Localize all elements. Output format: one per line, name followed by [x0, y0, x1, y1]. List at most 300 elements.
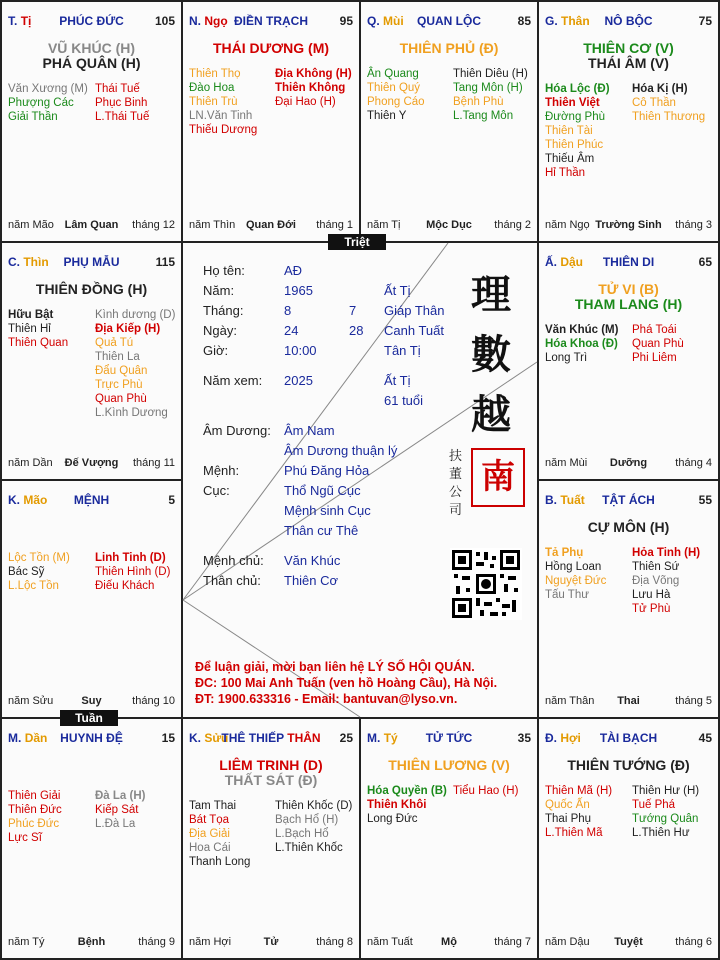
palace-footer	[8, 695, 175, 709]
minor-star: Thiên Hỉ	[8, 323, 51, 335]
minor-stars-right	[632, 546, 700, 616]
minor-star: Thiên Mã (H)	[545, 785, 613, 797]
value-am-duong: Âm Nam	[284, 423, 335, 438]
palace-chi: Thìn	[23, 255, 49, 269]
minor-star: Địa Không (H)	[275, 68, 352, 80]
palace-header	[189, 731, 353, 747]
trang-sinh-stage: Lâm Quan	[64, 219, 119, 231]
luu-nien-year: năm Tuất	[367, 936, 413, 948]
minor-star: Thiên Thọ	[189, 68, 241, 80]
palace-footer	[545, 936, 712, 950]
minor-star: Đào Hoa	[189, 82, 235, 94]
palace-name	[545, 14, 712, 28]
palace-chi: Dần	[24, 731, 48, 745]
main-star: VŨ KHÚC (H)	[47, 40, 136, 56]
palace-name-text: NÔ BỘC	[604, 14, 653, 28]
luu-nien-year: năm Ngọ	[545, 219, 590, 231]
minor-stars-right	[95, 789, 145, 831]
palace-name	[8, 493, 175, 507]
palace-dai-han-age: 55	[698, 493, 712, 507]
main-star: PHÁ QUÂN (H)	[42, 55, 141, 71]
minor-star: Lộc Tồn (M)	[8, 552, 70, 564]
trang-sinh-stage: Thai	[617, 695, 640, 707]
minor-star: Thiên Quan	[8, 337, 69, 349]
seal-stamp	[471, 448, 525, 507]
palace-chi: Mão	[23, 493, 48, 507]
minor-stars-left	[545, 546, 606, 602]
minor-star: Thiên Giải	[8, 790, 61, 802]
palace-can: Đ.	[545, 731, 557, 745]
minor-star: Kiếp Sát	[95, 804, 139, 816]
qr-code[interactable]	[450, 548, 522, 620]
minor-star: L.Đà La	[95, 818, 136, 830]
minor-star: Thanh Long	[189, 856, 251, 868]
value-cuc: Thổ Ngũ Cục	[284, 483, 361, 498]
trang-sinh-stage: Trường Sinh	[595, 219, 662, 231]
triet-badge: Triệt	[328, 234, 386, 250]
luu-nguyet-month: tháng 6	[675, 936, 712, 948]
value-gio: 10:00	[284, 343, 317, 358]
trang-sinh-stage: Quan Đới	[246, 219, 296, 231]
palace-header	[367, 731, 531, 747]
than-marker: THÂN	[287, 731, 321, 745]
palace-dai-han-age: 105	[154, 14, 175, 28]
minor-star: Long Trì	[545, 352, 588, 364]
palace-footer	[189, 936, 353, 950]
minor-star: L.Thiên Mã	[545, 827, 603, 839]
label-cuc: Cục:	[203, 483, 230, 498]
palace-chi: Dậu	[560, 255, 584, 269]
palace-huynh-de[interactable]	[2, 719, 181, 958]
palace-quan-loc[interactable]	[361, 2, 537, 241]
palace-name-text: PHỤ MẪU	[63, 255, 120, 269]
value-gio-can-chi: Tân Tị	[384, 343, 421, 358]
palace-can: Ấ.	[545, 255, 557, 269]
palace-name	[545, 731, 712, 745]
minor-star: Bác Sỹ	[8, 566, 45, 578]
contact-address: ĐC: 100 Mai Anh Tuấn (ven hồ Hoàng Cầu), Hà Nội.	[195, 676, 498, 690]
palace-footer	[8, 936, 175, 950]
palace-footer	[367, 219, 531, 233]
seal-small-char: 司	[449, 503, 463, 518]
minor-star: Phượng Các	[8, 97, 74, 109]
luu-nguyet-month: tháng 1	[316, 219, 353, 231]
minor-stars-right	[275, 67, 352, 109]
minor-star: Hóa Khoa (Đ)	[545, 338, 618, 350]
seal-char: 南	[481, 457, 515, 497]
palace-header	[8, 731, 175, 747]
value-thang-duong: 8	[284, 303, 292, 318]
main-star: THÁI DƯƠNG (M)	[212, 40, 330, 56]
label-than-chu: Thân chủ:	[203, 573, 261, 588]
minor-stars-left	[8, 82, 88, 124]
minor-star: Linh Tinh (D)	[95, 552, 166, 564]
minor-star: Bạch Hổ (H)	[275, 814, 339, 826]
palace-chi: Sửu	[204, 731, 229, 745]
minor-star: Thái Tuế	[95, 83, 140, 95]
minor-star: Văn Khúc (M)	[545, 324, 619, 336]
minor-stars-right	[632, 784, 699, 840]
minor-star: Địa Võng	[632, 575, 680, 587]
luu-nguyet-month: tháng 5	[675, 695, 712, 707]
value-ngay-can-chi: Canh Tuất	[384, 323, 444, 338]
minor-star: Tiểu Hao (H)	[453, 785, 519, 797]
palace-can: G.	[545, 14, 558, 28]
minor-stars-right	[632, 323, 684, 365]
minor-star: Tuế Phá	[632, 799, 676, 811]
palace-can: C.	[8, 255, 20, 269]
palace-header	[367, 14, 531, 30]
value-thang-am: 7	[349, 303, 357, 318]
minor-star: Thiên Trù	[189, 96, 238, 108]
palace-header	[545, 493, 712, 509]
luu-nien-year: năm Tý	[8, 936, 45, 948]
palace-footer	[367, 936, 531, 950]
minor-star: Hóa Kị (H)	[632, 83, 688, 95]
minor-star: Lưu Hà	[632, 589, 671, 601]
contact-line-1: Để luận giải, mời bạn liên hệ LÝ SỐ HỘI QUÁN.	[195, 660, 475, 674]
palace-dai-han-age: 5	[168, 493, 175, 507]
minor-star: Thiên Phúc	[545, 139, 604, 151]
minor-star: Địa Kiếp (H)	[95, 323, 161, 335]
label-nam-xem: Năm xem:	[203, 373, 263, 388]
minor-star: Tấu Thư	[545, 589, 589, 601]
value-nam-xem-can-chi: Ất Tị	[384, 373, 411, 388]
minor-stars-left	[367, 67, 425, 123]
minor-star: Long Đức	[367, 813, 418, 825]
minor-star: Thiếu Âm	[545, 153, 595, 165]
minor-star: L.Lộc Tồn	[8, 580, 59, 592]
minor-star: Thiên Thương	[632, 111, 706, 123]
trang-sinh-stage: Tử	[263, 936, 279, 948]
label-ngay: Ngày:	[203, 323, 237, 338]
luu-nguyet-month: tháng 8	[316, 936, 353, 948]
palace-name-text: THÊ THIẾP	[221, 731, 284, 745]
minor-star: Phúc Đức	[8, 818, 60, 830]
palace-can: M.	[8, 731, 22, 745]
minor-star: Thiên Hư (H)	[632, 785, 700, 797]
palace-header	[8, 255, 175, 271]
palace-name-text: MỆNH	[73, 493, 110, 507]
palace-the-thiep[interactable]	[183, 719, 359, 958]
luu-nguyet-month: tháng 4	[675, 457, 712, 469]
luu-nguyet-month: tháng 9	[138, 936, 175, 948]
palace-header	[545, 255, 712, 271]
minor-star: Đại Hao (H)	[275, 96, 336, 108]
minor-stars-left	[189, 799, 250, 869]
palace-name-text: QUAN LỘC	[417, 14, 481, 28]
palace-chi: Thân	[561, 14, 590, 28]
trang-sinh-stage: Mộ	[441, 936, 457, 948]
main-star: TỬ VI (B)	[598, 281, 659, 297]
palace-chi: Ngọ	[204, 14, 228, 28]
minor-stars-left	[8, 308, 68, 350]
value-am-duong-ly: Âm Dương thuận lý	[284, 443, 398, 458]
calligraphy-char: 越	[471, 391, 511, 438]
label-am-duong: Âm Dương:	[203, 423, 271, 438]
minor-star: Thiên Sứ	[632, 561, 680, 573]
palace-tai-bach[interactable]	[539, 719, 718, 958]
palace-name-text: HUYNH ĐỆ	[60, 731, 123, 745]
luu-nien-year: năm Tị	[367, 219, 401, 231]
palace-name	[545, 493, 712, 507]
minor-star: Hoa Cái	[189, 842, 231, 854]
luu-nien-year: năm Thân	[545, 695, 595, 707]
palace-name	[545, 255, 712, 269]
minor-star: Kình dương (D)	[95, 309, 176, 321]
minor-stars-right	[632, 82, 705, 124]
calligraphy-char: 理	[471, 271, 511, 318]
minor-star: Quan Phù	[632, 338, 684, 350]
value-menh-chu: Văn Khúc	[284, 553, 341, 568]
label-menh: Mệnh:	[203, 463, 240, 478]
palace-name-text: TÀI BẠCH	[599, 731, 658, 745]
palace-can: B.	[545, 493, 557, 507]
label-gio: Giờ:	[203, 343, 229, 358]
label-menh-chu: Mệnh chủ:	[203, 553, 264, 568]
minor-star: Quả Tú	[95, 337, 134, 349]
palace-footer	[189, 219, 353, 233]
palace-name	[8, 14, 175, 28]
luu-nien-year: năm Thìn	[189, 219, 236, 231]
luu-nguyet-month: tháng 12	[132, 219, 175, 231]
palace-dai-han-age: 95	[339, 14, 353, 28]
value-ho-ten: AĐ	[284, 263, 303, 278]
luu-nguyet-month: tháng 11	[132, 457, 175, 469]
minor-star: Bát Tọa	[189, 814, 230, 826]
value-menh: Phú Đăng Hỏa	[284, 463, 370, 478]
minor-star: Cô Thần	[632, 97, 676, 109]
minor-star: Phục Binh	[95, 97, 148, 109]
minor-star: Tang Môn (H)	[453, 82, 523, 94]
value-than-cu: Thân cư Thê	[284, 523, 359, 538]
minor-star: L.Thiên Khốc	[275, 842, 343, 854]
palace-phu-mau[interactable]	[2, 243, 181, 479]
minor-star: Hỉ Thần	[545, 167, 586, 179]
palace-name	[8, 255, 175, 269]
palace-can: K.	[189, 731, 201, 745]
palace-tu-tuc[interactable]	[361, 719, 537, 958]
minor-star: Đà La (H)	[95, 790, 146, 802]
main-star: THAM LANG (H)	[574, 296, 683, 312]
minor-stars-right	[453, 784, 518, 798]
main-star: THẤT SÁT (Đ)	[224, 772, 318, 788]
value-cuc-relation: Mệnh sinh Cục	[284, 503, 371, 518]
trang-sinh-stage: Đế Vượng	[64, 457, 119, 469]
minor-star: Thiên Không	[275, 82, 346, 94]
minor-star: Bệnh Phù	[453, 96, 504, 108]
palace-can: N.	[189, 14, 201, 28]
palace-dai-han-age: 15	[161, 731, 175, 745]
palace-phuc-duc[interactable]	[2, 2, 181, 241]
palace-header	[545, 731, 712, 747]
luu-nien-year: năm Dần	[8, 457, 53, 469]
center-info-panel	[183, 243, 537, 717]
luu-nien-year: năm Dậu	[545, 936, 590, 948]
palace-menh[interactable]	[2, 481, 181, 717]
palace-dai-han-age: 65	[698, 255, 712, 269]
value-than-chu: Thiên Cơ	[284, 573, 339, 588]
minor-star: Thiên Hình (D)	[95, 566, 171, 578]
minor-stars-left	[8, 789, 62, 845]
minor-stars-left	[545, 323, 618, 365]
palace-dai-han-age: 25	[339, 731, 353, 745]
minor-stars-left	[367, 784, 447, 826]
palace-header	[189, 14, 353, 30]
minor-stars-right	[275, 799, 352, 855]
minor-star: Thiên Khôi	[367, 799, 427, 811]
minor-star: Thiếu Dương	[189, 124, 258, 136]
seal-small-text	[449, 448, 463, 520]
minor-star: Đường Phù	[545, 111, 605, 123]
seal-small-char: 公	[449, 485, 463, 500]
value-ngay-am: 28	[349, 323, 364, 338]
value-ngay-duong: 24	[284, 323, 299, 338]
minor-star: Ân Quang	[367, 68, 419, 80]
minor-star: Thiên Tài	[545, 125, 593, 137]
minor-star: Quốc Ấn	[545, 799, 590, 811]
palace-chi: Hợi	[560, 731, 581, 745]
minor-star: Tả Phụ	[545, 547, 584, 559]
minor-star: Trực Phù	[95, 379, 143, 391]
label-nam: Năm:	[203, 283, 235, 298]
minor-star: Văn Xương (M)	[8, 83, 88, 95]
minor-star: Quan Phù	[95, 393, 147, 405]
calligraphy-char: 數	[471, 331, 511, 378]
palace-name-text: THIÊN DI	[602, 255, 655, 269]
palace-thien-di[interactable]	[539, 243, 718, 479]
palace-dai-han-age: 35	[517, 731, 531, 745]
main-star: THÁI ÂM (V)	[588, 55, 669, 71]
palace-footer	[8, 457, 175, 471]
contact-phone-email[interactable]: ĐT: 1900.633316 - Email: bantuvan@lyso.vn.	[195, 692, 458, 706]
main-star: THIÊN PHỦ (Đ)	[399, 40, 499, 56]
palace-name	[367, 14, 531, 28]
luu-nien-year: năm Hợi	[189, 936, 232, 948]
minor-stars-left	[8, 551, 70, 593]
value-tuoi: 61 tuổi	[384, 393, 424, 408]
minor-star: Đẩu Quân	[95, 365, 148, 377]
minor-star: Giải Thần	[8, 111, 58, 123]
palace-footer	[8, 219, 175, 233]
luu-nien-year: năm Mùi	[545, 457, 588, 469]
palace-no-boc[interactable]	[539, 2, 718, 241]
minor-star: Phi Liêm	[632, 352, 677, 364]
minor-star: Địa Giải	[189, 828, 230, 840]
palace-dai-han-age: 115	[155, 255, 175, 269]
minor-star: Điếu Khách	[95, 580, 155, 592]
palace-header	[545, 14, 712, 30]
main-star: CỰ MÔN (H)	[587, 519, 670, 535]
trang-sinh-stage: Suy	[81, 695, 102, 707]
minor-star: Lực Sĩ	[8, 832, 42, 844]
palace-chi: Mùi	[383, 14, 404, 28]
minor-star: L.Kình Dương	[95, 407, 168, 419]
palace-dai-han-age: 45	[698, 731, 712, 745]
palace-name	[8, 731, 175, 745]
minor-star: Hóa Lộc (Đ)	[545, 83, 610, 95]
palace-dai-han-age: 85	[517, 14, 531, 28]
palace-chi: Tị	[20, 14, 32, 28]
palace-can: M.	[367, 731, 381, 745]
palace-footer	[545, 457, 712, 471]
minor-star: Hữu Bật	[8, 309, 54, 321]
minor-star: Thai Phụ	[545, 813, 592, 825]
minor-star: Thiên Quý	[367, 82, 421, 94]
minor-star: Phong Cáo	[367, 96, 425, 108]
trang-sinh-stage: Tuyệt	[614, 936, 643, 948]
minor-star: Thiên Khốc (D)	[275, 800, 353, 812]
minor-star: Thiên Việt	[545, 97, 600, 109]
minor-star: Nguyệt Đức	[545, 575, 607, 587]
tuan-badge: Tuần	[60, 710, 118, 726]
palace-can: K.	[8, 493, 20, 507]
luu-nguyet-month: tháng 7	[494, 936, 531, 948]
palace-chi: Tý	[383, 731, 398, 745]
main-star: THIÊN ĐỒNG (H)	[35, 281, 148, 297]
palace-footer	[545, 219, 712, 233]
palace-chi: Tuất	[560, 493, 585, 507]
luu-nien-year: năm Mão	[8, 219, 54, 231]
minor-star: Tướng Quân	[632, 813, 699, 825]
minor-star: Thiên Diêu (H)	[453, 68, 528, 80]
palace-tat-ach[interactable]	[539, 481, 718, 717]
palace-can: Q.	[367, 14, 380, 28]
minor-star: Tử Phù	[632, 603, 671, 615]
luu-nien-year: năm Sửu	[8, 695, 54, 707]
minor-star: L.Bạch Hổ	[275, 828, 329, 840]
label-thang: Tháng:	[203, 303, 244, 318]
label-ho-ten: Họ tên:	[203, 263, 245, 278]
palace-name	[189, 731, 353, 745]
minor-stars-right	[95, 308, 175, 420]
palace-dai-han-age: 75	[698, 14, 712, 28]
main-star: THIÊN CƠ (V)	[583, 40, 674, 56]
palace-name-text: TỬ TỨC	[425, 731, 473, 745]
value-nam: 1965	[284, 283, 313, 298]
value-nam-xem: 2025	[284, 373, 313, 388]
main-star: LIÊM TRINH (D)	[219, 757, 323, 773]
palace-can: T.	[8, 14, 18, 28]
minor-stars-right	[95, 82, 149, 124]
palace-dien-trach[interactable]	[183, 2, 359, 241]
minor-stars-left	[545, 784, 612, 840]
trang-sinh-stage: Dưỡng	[609, 457, 648, 469]
palace-header	[8, 14, 175, 30]
main-star: THIÊN TƯỚNG (Đ)	[567, 757, 690, 773]
palace-header	[8, 493, 175, 509]
luu-nguyet-month: tháng 10	[132, 695, 175, 707]
trang-sinh-stage: Mộc Dục	[426, 219, 472, 231]
value-thang-can-chi: Giáp Thân	[384, 303, 445, 318]
palace-name-text: ĐIỀN TRẠCH	[234, 14, 308, 28]
palace-name-text: PHÚC ĐỨC	[59, 14, 124, 28]
minor-star: L.Thái Tuế	[95, 111, 150, 123]
luu-nguyet-month: tháng 3	[675, 219, 712, 231]
minor-stars-right	[95, 551, 170, 593]
minor-star: Hồng Loan	[545, 561, 602, 573]
palace-name	[367, 731, 531, 745]
main-star: THIÊN LƯƠNG (V)	[388, 757, 510, 773]
minor-star: Tam Thai	[189, 800, 237, 812]
minor-star: Hóa Quyền (B)	[367, 785, 447, 797]
minor-star: LN.Văn Tinh	[189, 110, 253, 122]
value-nam-can-chi: Ất Tị	[384, 283, 411, 298]
palace-footer	[545, 695, 712, 709]
minor-star: L.Thiên Hư	[632, 827, 690, 839]
minor-star: L.Tang Môn	[453, 110, 514, 122]
minor-stars-left	[189, 67, 257, 137]
